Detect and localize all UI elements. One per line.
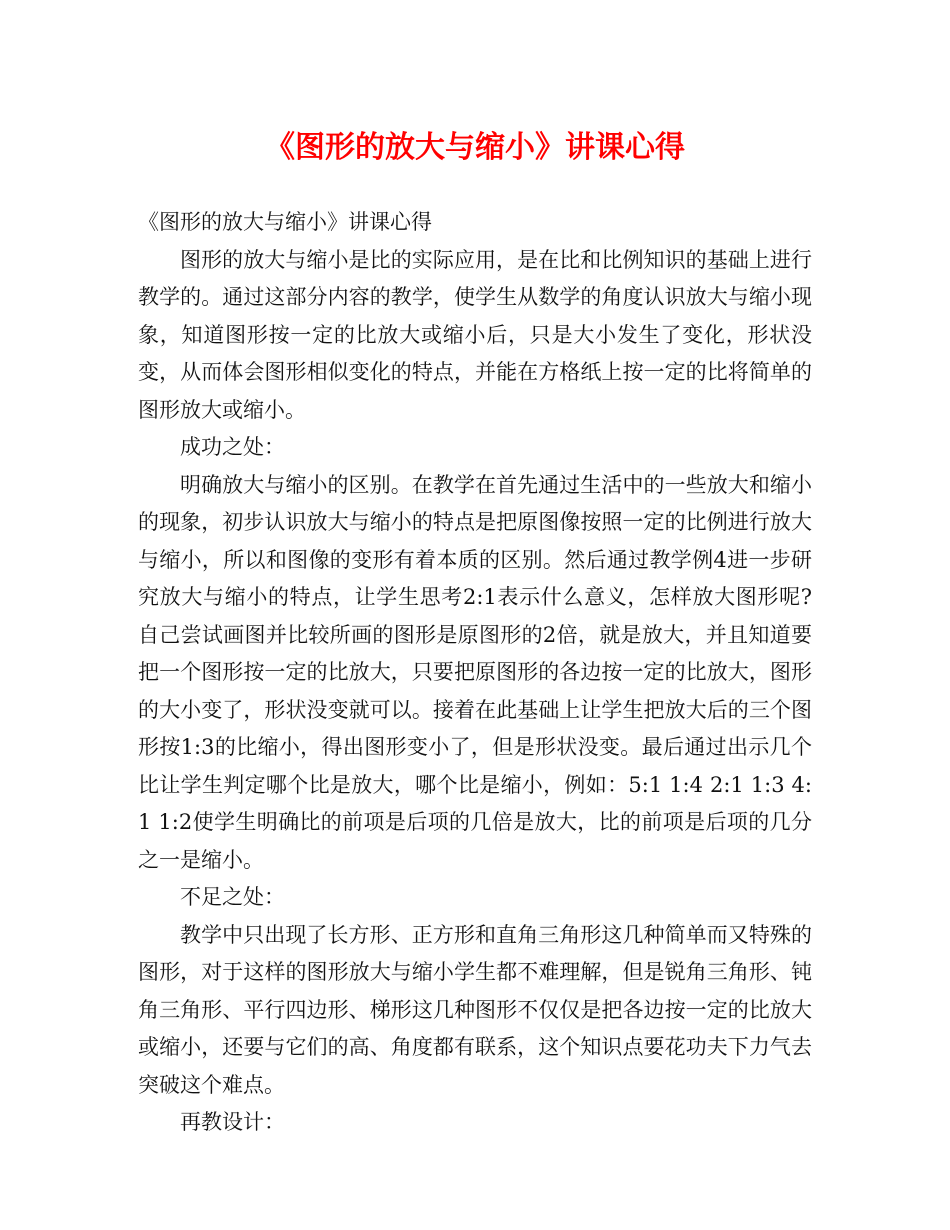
body-heading-paragraph: 《图形的放大与缩小》讲课心得 [138, 210, 432, 234]
section-heading-redesign: 再教设计： [180, 1110, 285, 1134]
shortcomings-paragraph: 教学中只出现了长方形、正方形和直角三角形这几种简单而又特殊的图形，对于这样的图形放大与缩小学生都不难理解，但是锐角三角形、钝角三角形、平行四边形、梯形这几种图形不仅仅是把各边按一定的比放大或缩小，还要与它们的高、角度都有联系，这个知识点要花功夫下力气去突破这个难点。 [138, 922, 812, 1097]
intro-paragraph: 图形的放大与缩小是比的实际应用，是在比和比例知识的基础上进行教学的。通过这部分内容的教学，使学生从数学的角度认识放大与缩小现象，知道图形按一定的比放大或缩小后，只是大小发生了变化，形状没变，从而体会图形相似变化的特点，并能在方格纸上按一定的比将简单的图形放大或缩小。 [138, 247, 812, 422]
section-heading-shortcomings: 不足之处： [180, 885, 285, 909]
document-title: 《图形的放大与缩小》讲课心得 [265, 130, 685, 165]
successes-paragraph: 明确放大与缩小的区别。在教学在首先通过生活中的一些放大和缩小的现象，初步认识放大与缩小的特点是把原图像按照一定的比例进行放大与缩小，所以和图像的变形有着本质的区别。然后通过教学例4进一步研究放大与缩小的特点，让学生思考2:1表示什么意义，怎样放大图形呢?自己尝试画图并比较所画的图形是原图形的2倍，就是放大，并且知道要把一个图形按一定的比放大，只要把原图形的各边按一定的比放大，图形的大小变了，形状没变就可以。接着在此基础上让学生把放大后的三个图形按1:3的比缩小，得出图形变小了，但是形状没变。最后通过出示几个比让学生判定哪个比是放大，哪个比是缩小，例如：5:1 1:4 2:1 1:3 4:1 1:2使学生明确比的前项是后项的几倍是放大，比的前项是后项的几分之一是缩小。 [138, 472, 812, 872]
document-body [138, 204, 812, 1142]
section-heading-successes: 成功之处： [180, 435, 285, 459]
